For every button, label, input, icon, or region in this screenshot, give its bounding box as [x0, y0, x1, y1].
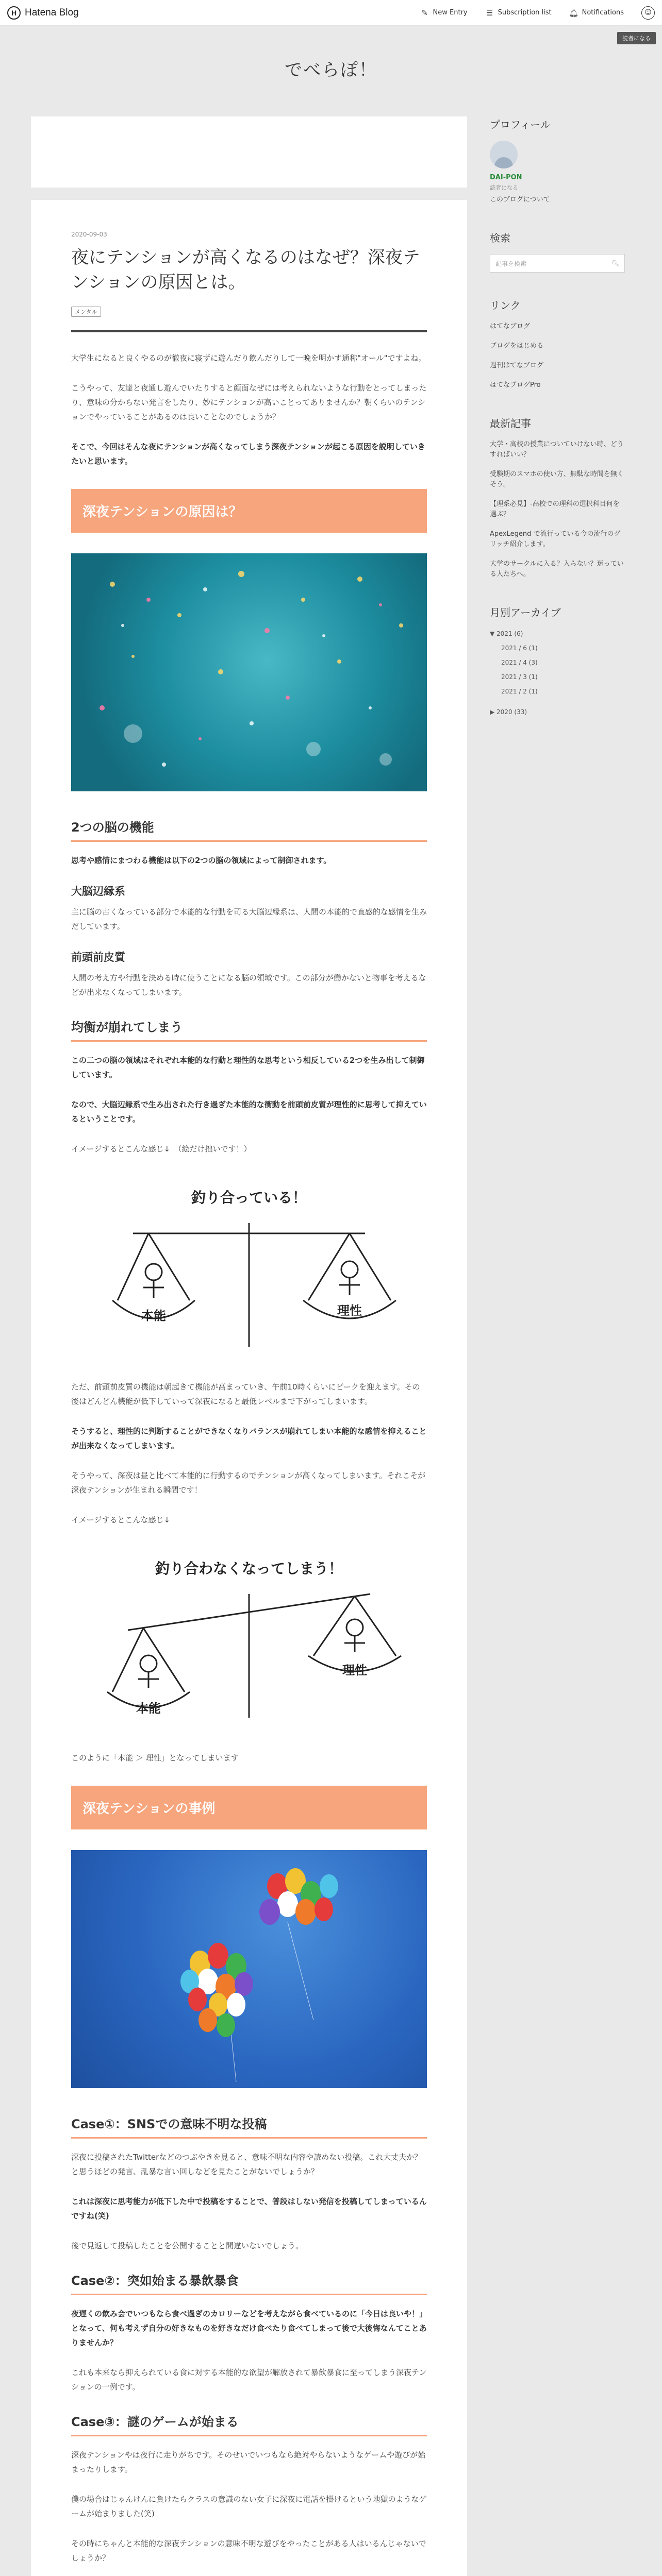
list-icon: ☰	[486, 8, 493, 18]
heading-two-brain-functions: 2つの脳の機能	[71, 817, 427, 842]
heading-case-2: Case②：突如始まる暴飲暴食	[71, 2270, 427, 2295]
link-start-blog[interactable]: ブログをはじめる	[490, 342, 544, 350]
sketch1-title: 釣り合っている！	[191, 1189, 307, 1206]
recent-post-1[interactable]: 大学・高校の授業についていけない時、どうすればいい？	[490, 440, 624, 459]
category-tag[interactable]: メンタル	[71, 307, 101, 317]
profile-avatar-icon[interactable]	[490, 141, 518, 168]
link-weekly-hatena[interactable]: 週刊はてなブログ	[490, 362, 544, 369]
balance-text-2: なので、大脳辺縁系で生み出された行き過ぎた本能的な衝動を前頭前皮質が理性的に思考して抑えているということです。	[71, 1100, 427, 1124]
after-sketch1-paragraph-2: そうすると、理性的に判断することができなくなりバランスが崩れてしまい本能的な感情を抑えることが出来なくなってしまいます。	[71, 1427, 427, 1450]
after-sketch1-paragraph-3: そうやって、深夜は昼と比べて本能的に行動するのでテンションが高くなってしまいます。それこそが深夜テンションが生まれる瞬間です！	[71, 1471, 426, 1495]
archive-module	[490, 604, 625, 717]
blog-title[interactable]: でべらぽ！	[285, 60, 377, 80]
heading-limbic-system: 大脳辺縁系	[71, 885, 125, 897]
notifications-label: Notifications	[582, 9, 624, 16]
about-blog-link[interactable]: このブログについて	[490, 196, 550, 204]
balloons-drawing	[71, 1850, 427, 2088]
archive-heading: 月別アーカイブ	[490, 606, 561, 619]
case1-paragraph-1: 深夜に投稿されたTwitterなどのつぶやきを見ると、意味不明な内容や読めない投稿。これ大丈夫か？と思うほどの発言、乱暴な言い回しなどを見たことがないでしょうか？	[71, 2153, 422, 2176]
article-date[interactable]: 2020-09-03	[71, 231, 107, 238]
recent-post-2[interactable]: 受験期のスマホの使い方、無駄な時間を無くそう。	[490, 470, 624, 488]
links-module	[490, 297, 625, 391]
heading-balance-breaks: 均衡が崩れてしまう	[71, 1017, 427, 1042]
recent-posts-module	[490, 415, 625, 580]
recent-post-3[interactable]: 【理系必見】-高校での理科の選択科目何を選ぶ？	[490, 500, 620, 518]
hatena-logo-icon: H	[7, 6, 21, 20]
user-menu-avatar-icon[interactable]: ☺	[641, 6, 655, 20]
balloons-image	[71, 1850, 427, 2088]
case1-paragraph-3: 後で見返して投稿したことを公開することと間違いないでしょう。	[71, 2241, 304, 2250]
link-hatena-pro[interactable]: はてなブログPro	[490, 381, 541, 389]
after-sketch1-paragraph-1: ただ、前頭前皮質の機能は朝起きて機能が高まっていき、午前10時くらいにピークを迎えます。その後はどんどん機能が低下していって深夜になると最低レベルまで下がってしまいます。	[71, 1382, 420, 1406]
subscribe-reader-button[interactable]: 読者になる	[617, 32, 656, 44]
link-hatena-blog[interactable]: はてなブログ	[490, 323, 531, 330]
case3-paragraph-1: 深夜テンションやは夜行に走りがちです。そのせいでいつもなら絶対やらないようなゲームや遊びが始まったりします。	[71, 2450, 426, 2474]
search-icon[interactable]: 🔍︎	[611, 260, 619, 267]
search-heading: 検索	[490, 232, 510, 244]
pen-icon: ✎	[421, 8, 428, 18]
limbic-text: 主に脳の古くなっている部分で本能的な行動を司る大脳辺縁系は、人間の本能的で直感的な感情を生みだしています。	[71, 907, 427, 931]
global-header	[0, 0, 662, 26]
search-input[interactable]	[490, 254, 625, 273]
notifications-button[interactable]	[569, 8, 624, 18]
archive-year-2021[interactable]: ▼ 2021 (6)	[490, 630, 523, 637]
hatena-blog-logo[interactable]	[7, 6, 79, 20]
brand-name: Hatena Blog	[25, 7, 79, 18]
sketch2-instinct-label: 本能	[136, 1701, 161, 1716]
bell-icon: 🔔︎	[569, 8, 579, 18]
unbalanced-scale-sketch	[71, 1553, 427, 1728]
archive-year-2020[interactable]: ▶ 2020 (33)	[490, 708, 527, 716]
archive-month-2021-2[interactable]: 2021 / 2 (1)	[501, 688, 538, 695]
new-entry-button[interactable]	[420, 8, 468, 18]
ad-placeholder	[31, 116, 467, 188]
subscription-list-label: Subscription list	[498, 9, 552, 16]
heading-case-3: Case③：謎のゲームが始まる	[71, 2412, 427, 2436]
case3-paragraph-2: 僕の場合はじゃんけんに負けたらクラスの意識のない女子に深夜に電話を掛けるという地獄のようなゲームが始まりました(笑)	[71, 2495, 427, 2518]
after-sketch2-paragraph: このように「本能 ＞ 理性」となってしまいます	[71, 1753, 239, 1762]
image-caption-1: イメージするとこんな感じ↓ （絵だけ拙いです！）	[71, 1144, 252, 1154]
confetti-image	[71, 553, 427, 791]
sketch2-title: 釣り合わなくなってしまう！	[155, 1560, 343, 1577]
title-divider	[71, 330, 427, 332]
archive-month-2021-4[interactable]: 2021 / 4 (3)	[501, 659, 538, 666]
sketch1-instinct-label: 本能	[141, 1309, 166, 1323]
intro-paragraph-1: 大学生になると良くやるのが徹夜に寝ずに遊んだり飲んだりして一晩を明かす通称"オール"ですよね。	[71, 353, 426, 363]
case2-paragraph-1: 夜遅くの飲み会でいつもなら食べ過ぎのカロリーなどを考えながら食べているのに「今日は良いや！」となって、何も考えず自分の好きなものを好きなだけ食べたり食べてしまって後で大後悔なんてことありませんか？	[71, 2309, 427, 2347]
sketch2-reason-label: 理性	[342, 1663, 367, 1677]
intro-paragraph-3: そこで、今回はそんな夜にテンションが高くなってしまう深夜テンションが起こる原因を説明していきたいと思います。	[71, 442, 425, 466]
article	[31, 200, 467, 2576]
search-module	[490, 230, 625, 273]
case1-paragraph-2: これは深夜に思考能力が低下した中で投稿をすることで、普段はしない発信を投稿してしまっているんですね(笑)	[71, 2197, 427, 2221]
archive-month-2021-3[interactable]: 2021 / 3 (1)	[501, 673, 538, 681]
balance-text-1: この二つの脳の領域はそれぞれ本能的な行動と理性的な思考という相反している2つを生み出して制御しています。	[71, 1056, 425, 1079]
prefrontal-text: 人間の考え方や行動を決める時に使うことになる脳の領域です。この部分が働かないと物事を考えるなどが出来なくなってしまいます。	[71, 973, 426, 997]
article-title[interactable]: 夜にテンションが高くなるのはなぜ？深夜テンションの原因とは。	[71, 247, 420, 293]
archive-month-2021-6[interactable]: 2021 / 6 (1)	[501, 645, 538, 652]
confetti-dots	[71, 553, 427, 791]
subscription-list-button[interactable]	[485, 8, 552, 18]
header-actions	[420, 6, 655, 20]
heading-prefrontal-cortex: 前頭前皮質	[71, 951, 125, 963]
profile-subscribe-button[interactable]: 読者になる	[490, 184, 518, 191]
balanced-scale-sketch	[71, 1182, 427, 1357]
image-caption-2: イメージするとこんな感じ↓	[71, 1515, 171, 1524]
case3-paragraph-3: その時にちゃんと本能的な深夜テンションの意味不明な遊びをやったことがある人はいるんじゃないでしょうか？	[71, 2539, 426, 2563]
links-heading: リンク	[490, 299, 521, 312]
profile-module	[490, 116, 625, 205]
recent-post-5[interactable]: 大学のサークルに入る？入らない？迷っている人たちへ。	[490, 560, 624, 578]
sidebar	[490, 116, 625, 742]
section-heading-causes: 深夜テンションの原因は？	[71, 489, 427, 533]
brain-functions-text: 思考や感情にまつわる機能は以下の2つの脳の領域によって制御されます。	[71, 856, 332, 865]
heading-case-1: Case①：SNSでの意味不明な投稿	[71, 2114, 427, 2139]
sketch1-reason-label: 理性	[337, 1303, 362, 1318]
profile-username[interactable]: DAI-PON	[490, 174, 522, 181]
recent-heading: 最新記事	[490, 417, 531, 430]
search-placeholder: 記事を検索	[495, 260, 527, 267]
section-heading-examples: 深夜テンションの事例	[71, 1786, 427, 1829]
case2-paragraph-2: これも本来なら抑えられている食に対する本能的な欲望が解放されて暴飲暴食に至ってしまう深夜テンションの一例です。	[71, 2368, 427, 2392]
new-entry-label: New Entry	[433, 9, 468, 16]
profile-heading: プロフィール	[490, 118, 551, 131]
intro-paragraph-2: こうやって、友達と夜通し遊んでいたりすると顔面なぜには考えられないような行動をとってしまったり、意味の分からない発言をしたり、妙にテンションが高いことってありませんか？朝くらいのテンションでやっていることがあるのは良いことなのでしょうか？	[71, 383, 427, 421]
recent-post-4[interactable]: ApexLegend で流行っている今の流行のグリッチ紹介します。	[490, 530, 621, 548]
